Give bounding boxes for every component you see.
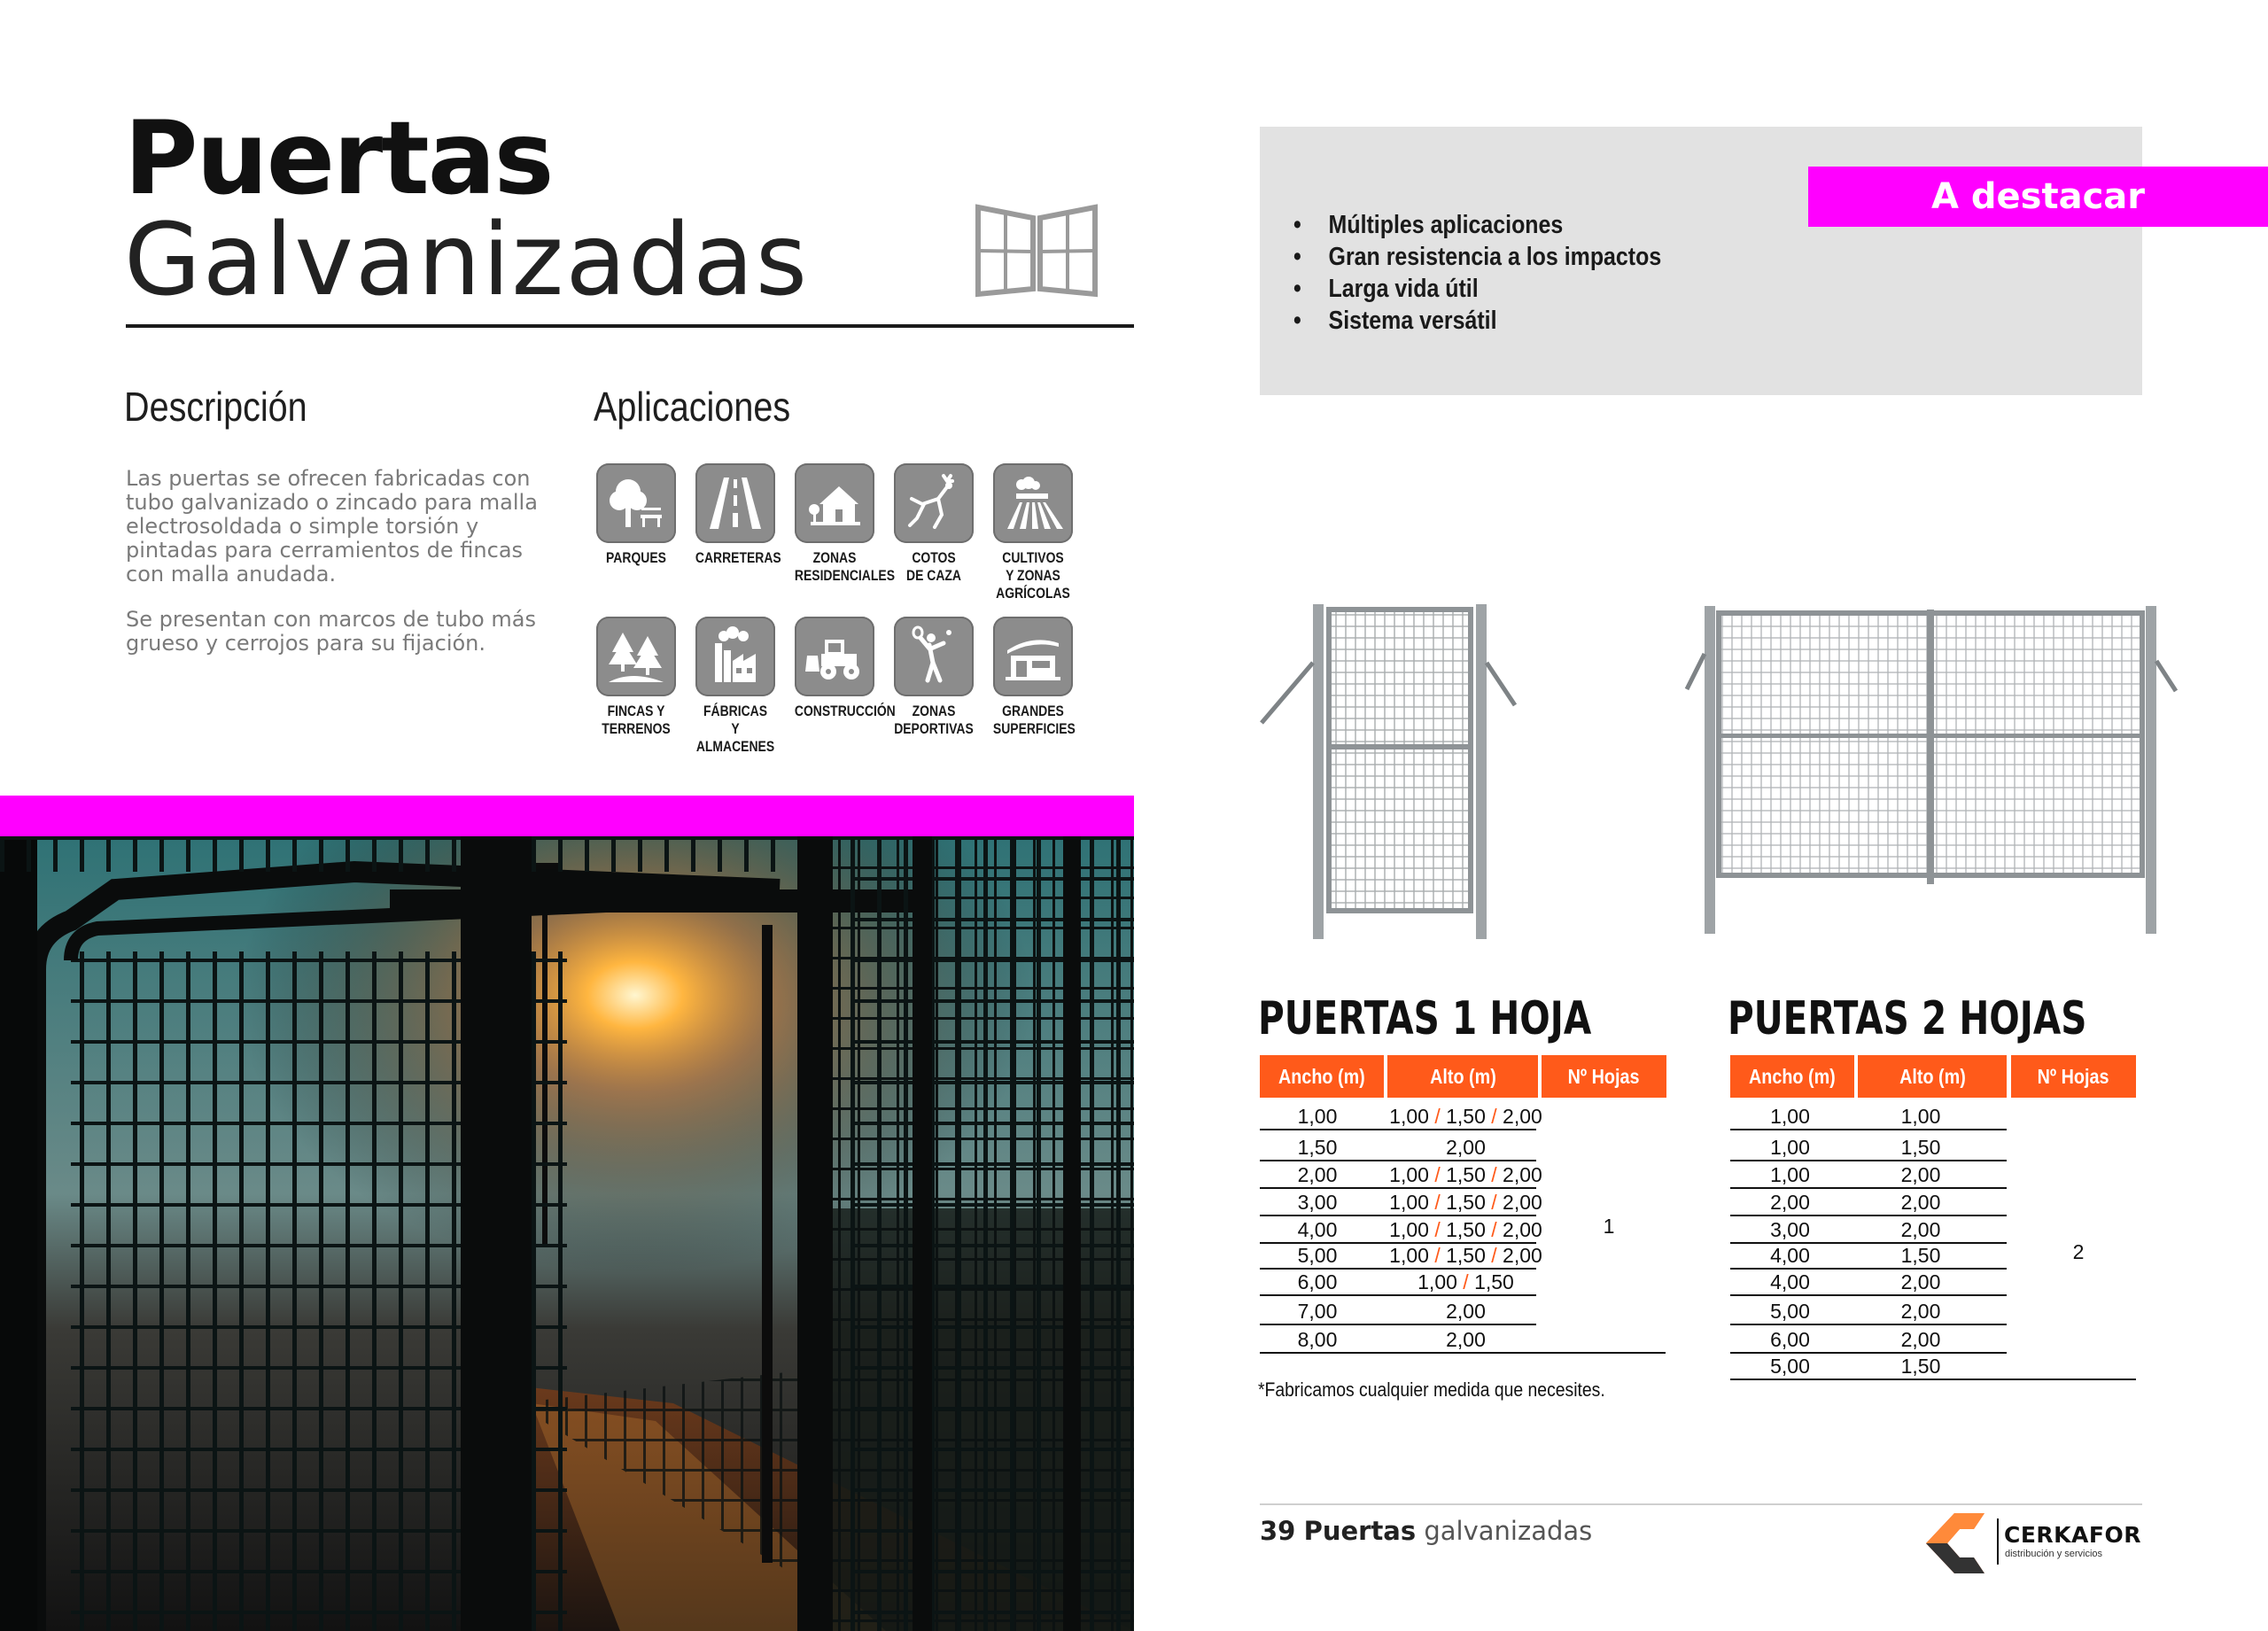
table-row-divider — [1260, 1160, 1536, 1161]
pine-trees-icon — [596, 617, 676, 696]
app-item-zonas-residenciales — [786, 463, 895, 585]
app-item-fincas — [587, 617, 685, 738]
custom-size-note: *Fabricamos cualquier medida que necesites. — [1258, 1379, 1605, 1401]
table2-header-hojas: Nº Hojas — [2011, 1055, 2136, 1098]
table1-header-alto: Alto (m) — [1387, 1055, 1538, 1098]
app-label: CARRETERAS — [695, 549, 781, 566]
factory-icon — [695, 617, 775, 696]
table-cell-alto: 1,00 / 1,50 — [1418, 1270, 1514, 1293]
app-label: FÁBRICAS Y ALMACENES — [695, 703, 775, 755]
table-cell-ancho: 5,00 — [1770, 1300, 1810, 1323]
app-item-parques — [587, 463, 685, 567]
app-item-cultivos — [984, 463, 1082, 602]
table-cell-ancho: 2,00 — [1297, 1163, 1338, 1186]
table-cell-alto: 2,00 — [1900, 1218, 1941, 1241]
road-icon — [695, 463, 775, 543]
highlight-item: • Sistema versátil — [1293, 305, 1661, 337]
highlight-item: • Múltiples aplicaciones — [1293, 209, 1661, 241]
logo-wordmark: CERKAFOR — [2004, 1522, 2141, 1548]
app-label: CULTIVOS Y ZONAS AGRÍCOLAS — [996, 549, 1070, 602]
app-item-construccion — [786, 617, 896, 720]
table-cell-ancho: 4,00 — [1297, 1218, 1338, 1241]
magenta-accent-band — [0, 796, 1134, 836]
tennis-player-icon — [894, 617, 974, 696]
a-destacar-label: A destacar — [1808, 167, 2268, 227]
app-label: CONSTRUCCIÓN — [794, 703, 896, 719]
table-row-divider — [1730, 1187, 2007, 1189]
warehouse-icon — [993, 617, 1073, 696]
table-row-divider — [1260, 1129, 1536, 1130]
footer-divider — [1260, 1503, 2142, 1505]
table-row-divider — [1260, 1215, 1536, 1216]
deer-icon — [894, 463, 974, 543]
table-cell-ancho: 5,00 — [1297, 1244, 1338, 1267]
page-title-bold: Puertas — [124, 99, 553, 217]
table1-title: PUERTAS 1 HOJA — [1258, 992, 1592, 1045]
table-cell-ancho: 6,00 — [1297, 1270, 1338, 1293]
house-icon — [795, 463, 874, 543]
table-cell-alto: 2,00 — [1900, 1328, 1941, 1351]
table-row-divider — [1730, 1215, 2007, 1216]
descripcion-heading: Descripción — [124, 384, 307, 430]
table-row-divider — [1260, 1324, 1536, 1325]
table-cell-ancho: 1,00 — [1770, 1163, 1810, 1186]
double-leaf-gate-image — [1683, 592, 2179, 946]
logo-divider — [1997, 1518, 1999, 1565]
aplicaciones-heading: Aplicaciones — [594, 384, 791, 430]
table-row-divider — [1730, 1160, 2007, 1161]
park-tree-bench-icon — [596, 463, 676, 543]
title-divider — [126, 324, 1134, 328]
app-label: COTOS DE CAZA — [906, 549, 961, 584]
table-cell-hojas: 1 — [1603, 1215, 1615, 1238]
app-item-carreteras — [687, 463, 784, 567]
cerkafor-logo-icon — [1922, 1511, 1995, 1575]
table-cell-ancho: 7,00 — [1297, 1300, 1338, 1323]
highlights-list — [1293, 209, 1721, 337]
table-cell-ancho: 4,00 — [1770, 1270, 1810, 1293]
descripcion-paragraph-2: Se presentan con marcos de tubo más grueso y cerrojos para su fijación. — [126, 607, 536, 656]
table-cell-alto: 2,00 — [1446, 1328, 1486, 1351]
table2-title: PUERTAS 2 HOJAS — [1728, 992, 2087, 1045]
app-label: ZONAS RESIDENCIALES — [794, 549, 895, 584]
table-cell-alto: 1,00 / 1,50 / 2,00 — [1389, 1244, 1542, 1267]
table-cell-alto: 1,50 — [1900, 1355, 1941, 1378]
table-row-divider — [1260, 1187, 1536, 1189]
bulldozer-icon — [795, 617, 874, 696]
table-cell-alto: 1,50 — [1900, 1244, 1941, 1267]
table-row-divider — [1260, 1268, 1536, 1270]
table-cell-alto: 1,00 / 1,50 / 2,00 — [1389, 1163, 1542, 1186]
table-cell-alto: 1,00 / 1,50 / 2,00 — [1389, 1218, 1542, 1241]
table-cell-ancho: 1,50 — [1297, 1136, 1338, 1159]
logo-tagline: distribución y servicios — [2005, 1549, 2103, 1559]
descripcion-paragraph-1: Las puertas se ofrecen fabricadas con tubo galvanizado o zincado para malla electrosoldada o simple torsión y pintadas para cerramientos de fincas con malla anudada. — [126, 466, 538, 586]
footer-bold: Puertas — [1303, 1516, 1417, 1546]
table-cell-alto: 2,00 — [1900, 1191, 1941, 1214]
table-row-divider — [1730, 1352, 2007, 1354]
highlight-item: • Larga vida útil — [1293, 273, 1661, 305]
table-cell-ancho: 1,00 — [1770, 1136, 1810, 1159]
table-cell-ancho: 8,00 — [1297, 1328, 1338, 1351]
app-item-zonas-deportivas — [885, 617, 983, 738]
table2-header-alto: Alto (m) — [1858, 1055, 2007, 1098]
table-row-divider — [1730, 1268, 2007, 1270]
table-cell-alto: 2,00 — [1446, 1136, 1486, 1159]
table-row-divider — [1730, 1324, 2007, 1325]
table-cell-alto: 2,00 — [1900, 1163, 1941, 1186]
page-number: 39 — [1260, 1516, 1296, 1546]
footer-light: galvanizadas — [1424, 1516, 1593, 1546]
table-cell-ancho: 3,00 — [1297, 1191, 1338, 1214]
table-cell-ancho: 4,00 — [1770, 1244, 1810, 1267]
app-label: FINCAS Y TERRENOS — [602, 703, 671, 737]
single-leaf-gate-image — [1258, 592, 1524, 946]
fence-sunset-photo — [0, 836, 1134, 1631]
field-crops-icon — [993, 463, 1073, 543]
table-cell-alto: 2,00 — [1900, 1270, 1941, 1293]
table-row-divider — [1730, 1379, 2136, 1380]
table-cell-ancho: 3,00 — [1770, 1218, 1810, 1241]
table-cell-alto: 2,00 — [1900, 1300, 1941, 1323]
table-cell-alto: 2,00 — [1446, 1300, 1486, 1323]
table-row-divider — [1260, 1294, 1536, 1296]
footer-page-label — [1260, 1516, 1592, 1546]
app-item-fabricas — [687, 617, 784, 756]
table1-header-hojas: Nº Hojas — [1542, 1055, 1666, 1098]
double-gate-icon — [975, 202, 1099, 298]
table-cell-alto: 1,50 — [1900, 1136, 1941, 1159]
table-cell-ancho: 2,00 — [1770, 1191, 1810, 1214]
app-label: GRANDES SUPERFICIES — [992, 703, 1076, 737]
app-label: PARQUES — [606, 549, 666, 566]
table-cell-hojas: 2 — [2072, 1240, 2085, 1263]
app-label: ZONAS DEPORTIVAS — [894, 703, 974, 737]
table-cell-ancho: 1,00 — [1297, 1105, 1338, 1128]
page-title-light: Galvanizadas — [124, 203, 810, 318]
app-item-cotos-de-caza — [885, 463, 983, 585]
app-item-grandes-superficies — [984, 617, 1082, 738]
table-row-divider — [1730, 1294, 2007, 1296]
table-cell-ancho: 5,00 — [1770, 1355, 1810, 1378]
table-row-divider — [1260, 1352, 1666, 1354]
table1-header-ancho: Ancho (m) — [1260, 1055, 1384, 1098]
table2-header-ancho: Ancho (m) — [1730, 1055, 1854, 1098]
table-cell-alto: 1,00 / 1,50 / 2,00 — [1389, 1105, 1542, 1128]
table-row-divider — [1730, 1129, 2007, 1130]
table-cell-ancho: 1,00 — [1770, 1105, 1810, 1128]
highlight-item: • Gran resistencia a los impactos — [1293, 241, 1661, 273]
table-cell-alto: 1,00 — [1900, 1105, 1941, 1128]
table-cell-alto: 1,00 / 1,50 / 2,00 — [1389, 1191, 1542, 1214]
table-cell-ancho: 6,00 — [1770, 1328, 1810, 1351]
